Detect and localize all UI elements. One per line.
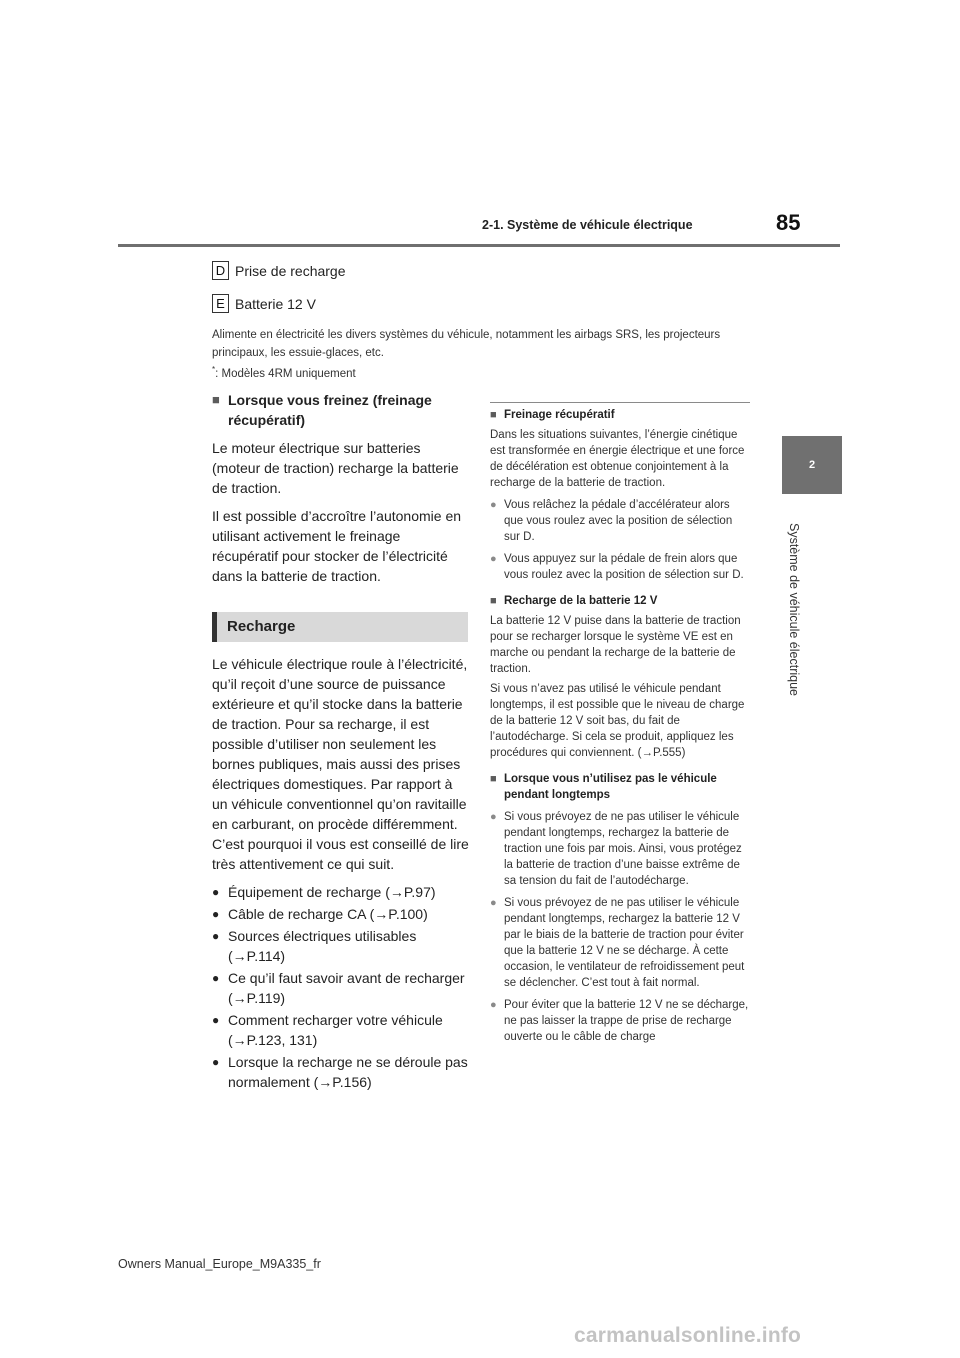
section-title: 2-1. Système de véhicule électrique [482,218,693,232]
footnote-text: : Modèles 4RM uniquement [215,367,356,380]
page-number: 85 [776,210,801,235]
item-note: Alimente en électricité les divers systèmes du véhicule, notamment les airbags SRS, les projecteurs principaux, les essuie-glaces, etc. [212,329,721,359]
bullet-icon: ● [490,897,497,909]
list-item [212,1010,470,1050]
unused-heading [490,771,750,803]
watermark-text: carmanualsonline.info [574,1324,802,1347]
chapter-title-text: Système de véhicule électrique [787,523,801,697]
footnote [212,365,356,380]
square-bullet-icon: ■ [490,773,497,785]
bullet-icon: ● [212,907,220,921]
bullet-icon: ● [490,499,497,511]
footnote-mark: * [212,365,216,374]
recharge-link[interactable]: Comment recharger votre véhicule (→P.123, 131) [228,1012,443,1048]
list-item [490,809,750,889]
chapter-tab: 2 [782,436,842,494]
bullet-icon: ● [212,1013,220,1027]
bullet-icon: ● [212,929,220,943]
unused-bullet-text: Si vous prévoyez de ne pas utiliser le véhicule pendant longtemps, rechargez la batterie de traction une fois par mois. Ainsi, vous protégez la batterie de traction d’une baisse extrême de sa tension du fait de l’autodécharge. [504,811,742,887]
battery-heading [490,593,750,609]
bullet-icon: ● [212,1055,220,1069]
recharge-link[interactable]: Sources électriques utilisables (→P.114) [228,928,417,964]
item-label-d: Prise de recharge [235,262,346,279]
right-column [490,402,750,1045]
battery-paragraph: Si vous n’avez pas utilisé le véhicule pendant longtemps, il est possible que le niveau de charge de la batterie 12 V soit bas, du fait de l’autodécharge. Si cela se produit, appliquez les procédures qui conviennent. (→P.555) [490,683,745,759]
list-item [212,1052,470,1092]
list-item [490,551,750,583]
list-item [490,497,750,545]
recharge-links-list [212,882,470,1092]
recharge-intro: Le véhicule électrique roule à l’électricité, qu’il reçoit d’une source de puissance extérieure et qu’il stocke dans la batterie de traction. Pour sa recharge, il est possible d’utiliser non seulement les bornes publiques, mais aussi des prises électriques domestiques. Par rapport à un véhicule conventionnel qu’on ravitaille en carburant, on procède différemment. C’est pourquoi il vous est conseillé de lire très attentivement ce qui suit. [212,656,469,872]
list-item [212,904,470,924]
item-letter-d: D [212,261,229,280]
square-bullet-icon: ■ [490,409,497,421]
battery-paragraph: La batterie 12 V puise dans la batterie de traction pour se recharger lorsque le système VE est en marche ou pendant la recharge de la batterie de traction. [490,615,741,675]
list-item [490,997,750,1045]
banner-accent-bar [212,612,217,642]
square-bullet-icon: ■ [490,595,497,607]
regen-bullet-text: Vous relâchez la pédale d’accélérateur alors que vous roulez avec la position de sélection sur D. [504,499,733,543]
regen-text: Dans les situations suivantes, l’énergie cinétique est transformée en énergie électrique et une force de décélération est obtenue conjointement à la recharge de la batterie de traction. [490,429,745,489]
bullet-icon: ● [490,811,497,823]
unused-bullet-text: Pour éviter que la batterie 12 V ne se décharge, ne pas laisser la trappe de prise de recharge ouverte ou le câble de charge [504,999,749,1043]
recharge-section-title: Recharge [227,618,296,635]
bullet-icon: ● [490,553,497,565]
list-item [212,926,470,966]
bullet-icon: ● [212,971,220,985]
recharge-section-banner [212,612,468,642]
unused-heading-text: Lorsque vous n’utilisez pas le véhicule pendant longtemps [504,773,717,801]
item-letter-e: E [212,294,229,313]
regen-bullet-text: Vous appuyez sur la pédale de frein alors que vous roulez avec la position de sélection sur D. [504,553,744,581]
recharge-link[interactable]: Ce qu’il faut savoir avant de recharger (→P.119) [228,970,465,1006]
recharge-link[interactable]: Équipement de recharge (→P.97) [228,884,436,900]
recharge-link[interactable]: Câble de recharge CA (→P.100) [228,906,428,922]
braking-heading-text: Lorsque vous freinez (freinage récupératif) [228,392,432,428]
footer-text: Owners Manual_Europe_M9A335_fr [118,1257,321,1271]
square-bullet-icon: ■ [212,392,220,407]
braking-paragraph: Il est possible d’accroître l’autonomie en utilisant activement le freinage récupératif pour stocker de l’électricité dans la batterie de traction. [212,508,462,584]
bullet-icon: ● [490,999,497,1011]
regen-heading [490,407,750,423]
recharge-link[interactable]: Lorsque la recharge ne se déroule pas normalement (→P.156) [228,1054,468,1090]
list-item [212,968,470,1008]
item-e [212,294,316,313]
list-item [490,895,750,991]
header-rule [118,244,840,247]
list-item [212,882,470,902]
left-column [212,390,470,1094]
regen-heading-text: Freinage récupératif [504,409,615,421]
item-d [212,261,346,280]
bullet-icon: ● [212,885,220,899]
item-label-e: Batterie 12 V [235,295,316,312]
unused-bullet-text: Si vous prévoyez de ne pas utiliser le véhicule pendant longtemps, rechargez la batterie 12 V par le biais de la batterie de traction pour éviter que la batterie 12 V ne se décharge. À cette occasion, le ventilateur de refroidissement peut se déclencher. C’est tout à fait normal. [504,897,745,989]
battery-heading-text: Recharge de la batterie 12 V [504,595,658,607]
chapter-title [758,480,830,740]
braking-paragraph: Le moteur électrique sur batteries (moteur de traction) recharge la batterie de traction. [212,440,459,496]
braking-heading [212,390,470,430]
